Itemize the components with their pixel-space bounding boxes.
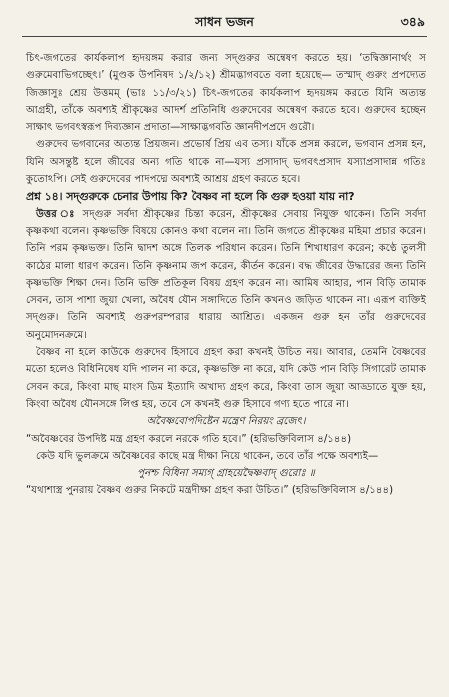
quote-1-translation: “অবৈষ্ণবের উপদিষ্ট মন্ত্র গ্রহণ করলে নরকে গতি হবে।” (হরিভক্তিবিলাস ৪/১৪৪) [26, 433, 352, 445]
header-rule [22, 36, 427, 37]
question-heading: প্রশ্ন ১৪। সদ্গুরুকে চেনার উপায় কি? বৈষ্ণব না হলে কি গুরু হওয়া যায় না? [26, 190, 355, 204]
answer-text: সদ্গুরু সর্বদা শ্রীকৃষ্ণের চিন্তা করেন, শ্রীকৃষ্ণের সেবায় নিযুক্ত থাকেন। তিনি সর্বদা কৃষ্ণকথা বলেন। কৃষ্ণভক্তি বিষয়ে কোনও কথা বলেন না। তিনি জগতে শ্রীকৃষ্ণের মহিমা প্রচার করেন। তিনি পরম কৃষ্ণভক্ত। তিনি দ্বাদশ অঙ্গে তিলক পরিধান করেন। তিনি শিখাধারণ করেন; কণ্ঠে তুলসী কাঠের মালা ধারণ করেন। তিনি কৃষ্ণনাম জপ করেন, কীর্তন করেন। বদ্ধ জীবের উদ্ধারের জন্য তিনি কৃষ্ণভক্তি শিক্ষা দেন। তিনি ভক্তি প্রতিকূল বিষয় গ্রহণ করেন না। আমিষ আহার, পান বিড়ি তামাক সেবন, তাস পাশা জুয়া খেলা, অবৈধ যৌন সঙ্গাদিতে তিনি কখনও জড়িত থাকেন না। এরূপ ব্যক্তিই সদ্গুরু। তিনি অবশ্যই গুরুপরম্পরার ধারায় আশ্রিত। একজন গুরু হন তাঁর গুরুদেবের অনুমোদনক্রমে। [26, 208, 426, 341]
paragraph-4: কেউ যদি ভুলক্রমে অবৈষ্ণবের কাছে মন্ত্র দীক্ষা নিয়ে থাকেন, তবে তাঁর পক্ষে অবশ্যই— [36, 450, 379, 462]
paragraph-3: বৈষ্ণব না হলে কাউকে গুরুদেব হিসাবে গ্রহণ করা কখনই উচিত নয়। আবার, তেমনি বৈষ্ণবের মতো হলেও বিধিনিষেধ যদি পালন না করে, কৃষ্ণভক্তি না করে, যদি কেউ পান বিড়ি সিগারেট তামাক সেবন করে, কিংবা মাছ মাংস ডিম ইত্যাদি অখাদ্য গ্রহণ করে, কিংবা তাস জুয়া আড্ডাতে যুক্ত হয়, কিংবা অবৈধ যৌনসঙ্গে লিপ্ত হয়, তবে সে কখনই গুরু হিসাবে গণ্য হতে পারে না। [26, 347, 426, 410]
paragraph-2: গুরুদেব ভগবানের অত্যন্ত প্রিয়জন। প্রভোর্ষ প্রিয় এব তস্য। যাঁকে প্রসন্ন করলে, ভগবান প্রসন্ন হন, যিনি অসন্তুষ্ট হলে জীবের অন্য গতি থাকে না—যস্য প্রসাদাদ্ ভগবৎপ্রসাদ যস্যাপ্রসাদান্ন গতিঃ কুতোঽপি। সেই গুরুদেবের পাদপদ্মে অবশ্যই আশ্রয় গ্রহণ করতে হবে। [26, 139, 426, 186]
page-number: ৩৪৯ [400, 14, 425, 29]
answer-label: উত্তর ঃ [36, 208, 77, 220]
running-title: সাধন ভজন [195, 14, 254, 29]
sanskrit-quote-2: পুনশ্চ বিধিনা সম্যগ্ গ্রাহয়েদ্বৈষ্ণবাদ্ গুরোঃ ॥ [137, 468, 315, 480]
quote-2-translation: “যথাশাস্ত্র পুনরায় বৈষ্ণব গুরুর নিকটে মন্ত্রদীক্ষা গ্রহণ করা উচিত।” (হরিভক্তিবিলাস ৪/১৪৪) [26, 485, 394, 497]
page-body [26, 50, 426, 500]
page-header [0, 14, 449, 36]
sanskrit-quote-1: অবৈষ্ণবোপদিষ্টেন মন্ত্রেণ নিরয়ং ব্রজেৎ। [146, 416, 306, 428]
paragraph-1: চিৎ-জগতের কার্যকলাপ হৃদয়ঙ্গম করার জন্য সদ্গুরুর অন্বেষণ করতে হয়। ‘তদ্বিজ্ঞানার্থং স গুরুমেবাভিগচ্ছেৎ।’ (মুণ্ডক উপনিষদ ১/২/১২) শ্রীমদ্ভাগবতে বলা হয়েছে— তস্মাদ্ গুরুং প্রপদ্যেত জিজ্ঞাসুঃ শ্রেয় উত্তমম্ (ভাঃ ১১/৩/২১) চিৎ-জগতের কার্যকলাপ হৃদয়ঙ্গম করতে যিনি অত্যন্ত আগ্রহী, তাঁকে অবশ্যই শ্রীকৃষ্ণের আদর্শ প্রতিনিধি গুরুদেবের অন্বেষণ করতে হবে। গুরুদেব হচ্ছেন সাক্ষাৎ ভগবৎস্বরূপ দিব্যজ্ঞান প্রদাতা—সাক্ষাদ্ভগবতি জ্ঞানদীপপ্রদে গুরৌ। [26, 53, 426, 134]
answer-paragraph [26, 206, 426, 344]
